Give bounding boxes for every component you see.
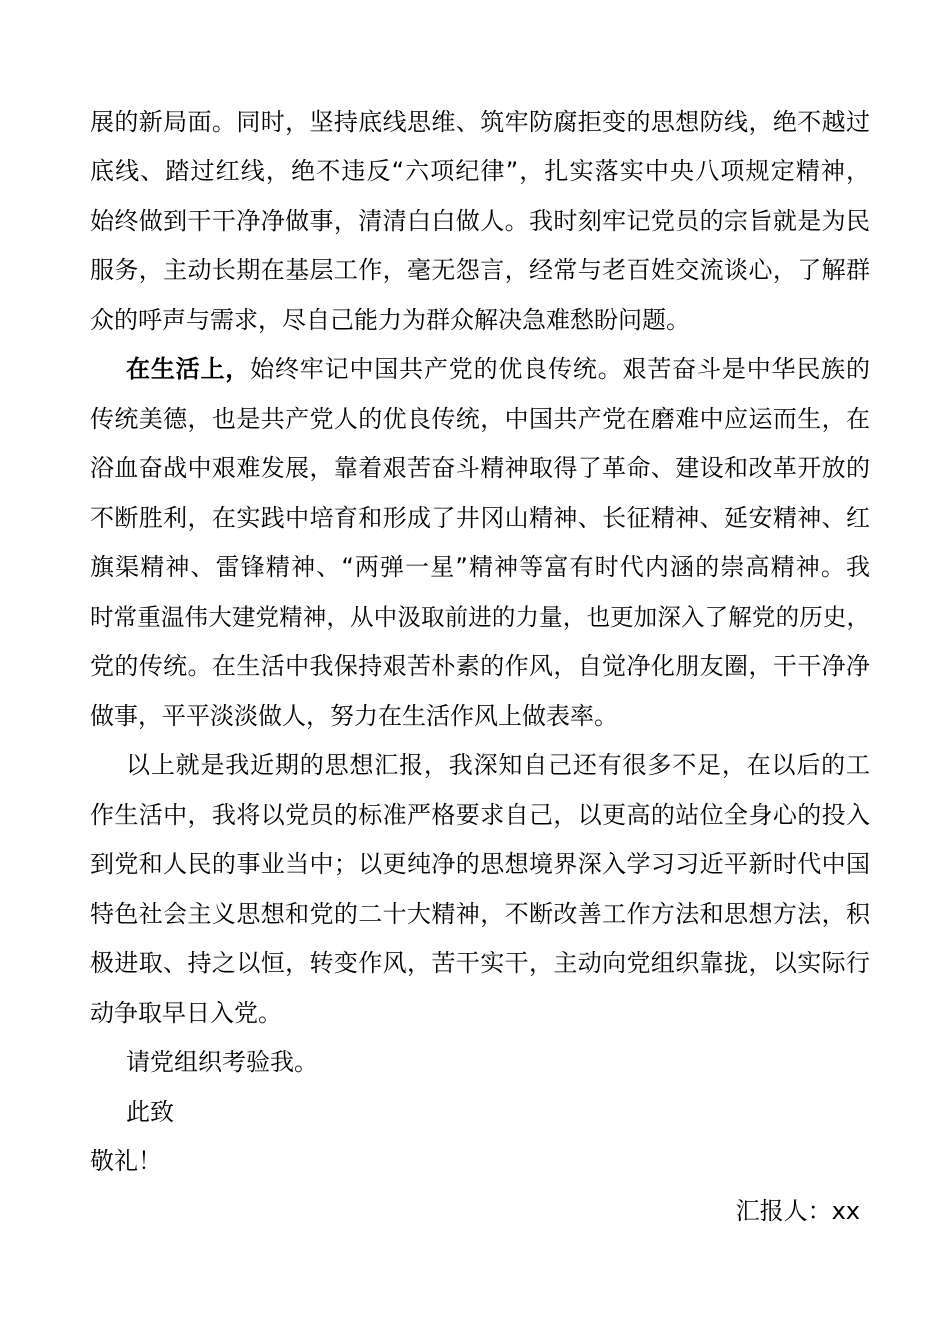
paragraph-line: 作生活中，我将以党员的标准严格要求自己，以更高的站位全身心的投入	[90, 801, 870, 829]
paragraph-line: 旗渠精神、雷锋精神、“两弹一星”精神等富有时代内涵的崇高精神。我	[90, 553, 870, 581]
paragraph-line: 底线、踏过红线，绝不违反“六项纪律”，扎实落实中央八项规定精神，	[90, 157, 870, 185]
paragraph-line: 党的传统。在生活中我保持艰苦朴素的作风，自觉净化朋友圈，干干净净	[90, 652, 870, 680]
paragraph-line: 不断胜利，在实践中培育和形成了井冈山精神、长征精神、延安精神、红	[90, 504, 870, 532]
signature: 汇报人：xx	[735, 1197, 860, 1225]
section-heading: 在生活上，	[126, 355, 251, 383]
paragraph-line: 极进取、持之以恒，转变作风，苦干实干，主动向党组织靠拢，以实际行	[90, 949, 870, 977]
paragraph-line: 浴血奋战中艰难发展，靠着艰苦奋斗精神取得了革命、建设和改革开放的	[90, 454, 870, 482]
paragraph-line: 展的新局面。同时，坚持底线思维、筑牢防腐拒变的思想防线，绝不越过	[90, 108, 870, 136]
paragraph-text: 始终牢记中国共产党的优良传统。艰苦奋斗是中华民族的	[250, 355, 871, 383]
salutation-line-1: 此致	[126, 1098, 174, 1126]
salutation-line-2: 敬礼！	[90, 1147, 162, 1175]
paragraph-line: 始终做到干干净净做事，清清白白做人。我时刻牢记党员的宗旨就是为民	[90, 207, 870, 235]
paragraph-first-line	[126, 354, 870, 384]
paragraph-line: 时常重温伟大建党精神，从中汲取前进的力量，也更加深入了解党的历史，	[90, 603, 870, 631]
paragraph-first-line: 以上就是我近期的思想汇报，我深知自己还有很多不足，在以后的工	[126, 751, 870, 779]
paragraph-line: 传统美德，也是共产党人的优良传统，中国共产党在磨难中应运而生，在	[90, 405, 870, 433]
paragraph-line: 服务，主动长期在基层工作，毫无怨言，经常与老百姓交流谈心，了解群	[90, 256, 870, 284]
paragraph-line: 做事，平平淡淡做人，努力在生活作风上做表率。	[90, 702, 618, 730]
closing-request: 请党组织考验我。	[126, 1048, 318, 1076]
paragraph-line: 特色社会主义思想和党的二十大精神，不断改善工作方法和思想方法，积	[90, 900, 870, 928]
paragraph-line: 动争取早日入党。	[90, 999, 282, 1027]
paragraph-line: 到党和人民的事业当中；以更纯净的思想境界深入学习习近平新时代中国	[90, 850, 870, 878]
paragraph-line: 众的呼声与需求，尽自己能力为群众解决急难愁盼问题。	[90, 306, 690, 334]
